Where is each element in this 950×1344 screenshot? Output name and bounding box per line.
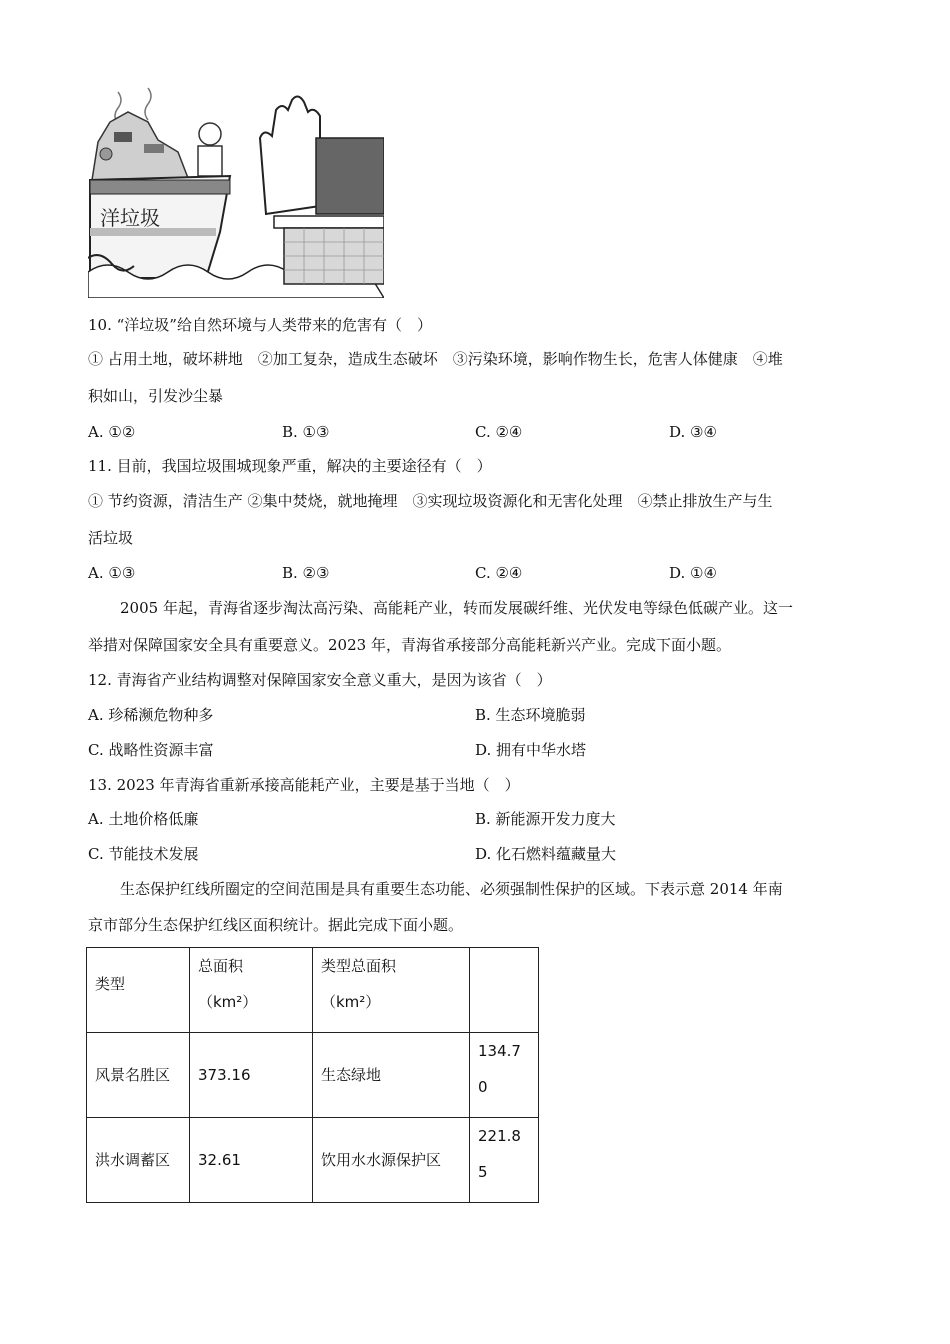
question-11-statements: ① 节约资源，清洁生产 ②集中焚烧，就地掩埋 ③实现垃圾资源化和无害化处理 ④禁止排放生产与生 (88, 492, 773, 510)
table-header-type-area: 类型总面积 （km²） (313, 948, 470, 1033)
question-10-option-c: C. ②④ (475, 423, 523, 441)
question-12-option-a: A. 珍稀濒危物种多 (88, 706, 214, 724)
question-12-stem: 12. 青海省产业结构调整对保障国家安全意义重大，是因为该省（ ） (88, 671, 552, 689)
question-11-stem: 11. 目前，我国垃圾围城现象严重，解决的主要途径有（ ） (88, 457, 492, 475)
question-11-statements-cont: 活垃圾 (88, 529, 134, 547)
table-cell-area: 32.61 (190, 1118, 313, 1203)
table-row (87, 1118, 539, 1203)
table-cell-area2: 221.8 5 (470, 1118, 539, 1203)
table-cell-type2: 生态绿地 (313, 1033, 470, 1118)
question-11-option-d: D. ①④ (669, 564, 717, 582)
table-header-row (87, 948, 539, 1033)
passage-1-cont: 举措对保障国家安全具有重要意义。2023 年，青海省承接部分高能耗新兴产业。完成下面小题。 (88, 636, 731, 654)
question-12-option-c: C. 战略性资源丰富 (88, 741, 214, 759)
question-11-option-a: A. ①③ (88, 564, 136, 582)
table-row (87, 1033, 539, 1118)
passage-2: 生态保护红线所圈定的空间范围是具有重要生态功能、必须强制性保护的区域。下表示意 2014 年南 (120, 880, 783, 898)
question-12-option-b: B. 生态环境脆弱 (475, 706, 586, 724)
question-11-option-b: B. ②③ (282, 564, 330, 582)
table-cell-area2: 134.7 0 (470, 1033, 539, 1118)
table-cell-type: 风景名胜区 (87, 1033, 190, 1118)
question-13-stem: 13. 2023 年青海省重新承接高能耗产业，主要是基于当地（ ） (88, 776, 520, 794)
question-13-option-c: C. 节能技术发展 (88, 845, 199, 863)
question-13-option-d: D. 化石燃料蕴藏量大 (475, 845, 617, 863)
question-10-statements-cont: 积如山，引发沙尘暴 (88, 387, 224, 405)
cartoon-illustration (88, 82, 384, 298)
question-10-stem: 10. “洋垃圾”给自然环境与人类带来的危害有（ ） (88, 316, 432, 334)
table-header-area: 总面积 （km²） (190, 948, 313, 1033)
passage-1: 2005 年起，青海省逐步淘汰高污染、高能耗产业，转而发展碳纤维、光伏发电等绿色低碳产业。这一 (120, 599, 793, 617)
table-header-type: 类型 (87, 948, 190, 1033)
question-12-option-d: D. 拥有中华水塔 (475, 741, 587, 759)
table-header-empty (470, 948, 539, 1033)
table-cell-area: 373.16 (190, 1033, 313, 1118)
table-cell-type: 洪水调蓄区 (87, 1118, 190, 1203)
question-10-option-d: D. ③④ (669, 423, 717, 441)
question-13-option-b: B. 新能源开发力度大 (475, 810, 616, 828)
question-10-option-b: B. ①③ (282, 423, 330, 441)
question-13-option-a: A. 土地价格低廉 (88, 810, 199, 828)
question-11-option-c: C. ②④ (475, 564, 523, 582)
ecological-redline-area-table (86, 947, 539, 1203)
question-10-option-a: A. ①② (88, 423, 136, 441)
question-10-statements: ① 占用土地，破坏耕地 ②加工复杂，造成生态破坏 ③污染环境，影响作物生长，危害人体健康 ④堆 (88, 350, 783, 368)
passage-2-cont: 京市部分生态保护红线区面积统计。据此完成下面小题。 (88, 916, 464, 934)
table-cell-type2: 饮用水水源保护区 (313, 1118, 470, 1203)
ship-label: 洋垃圾 (100, 206, 160, 230)
